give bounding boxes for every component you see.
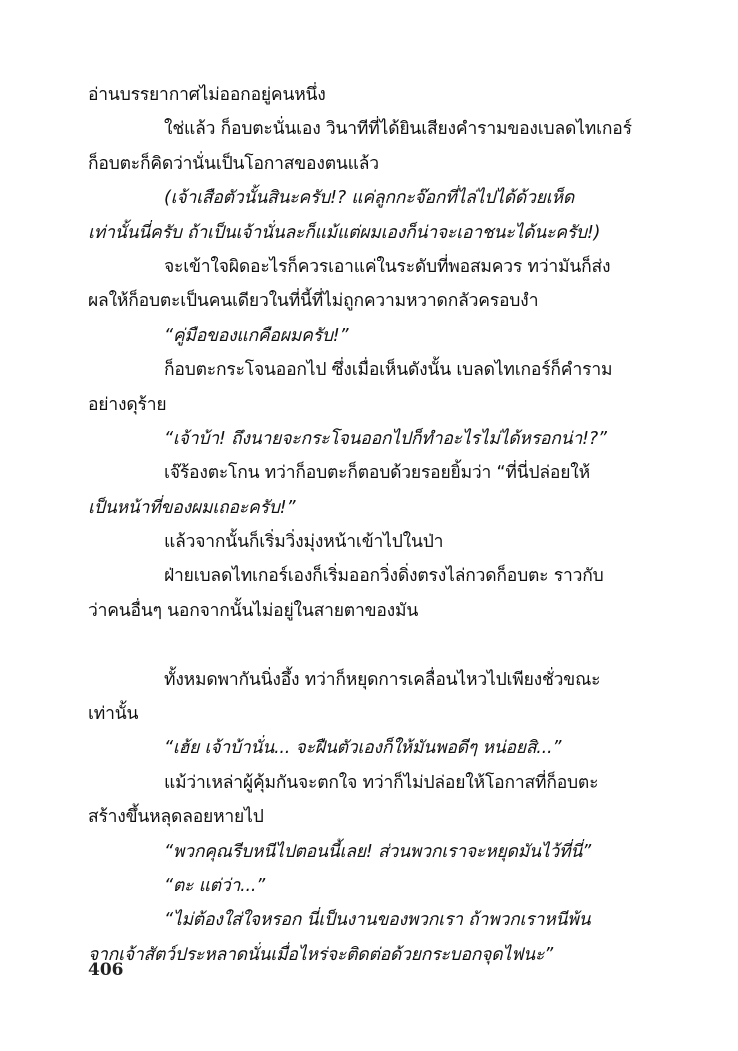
paragraph-line: ทั้งหมดพากันนิ่งอึ้ง ทว่าก็หยุดการเคลื่อนไหวไปเพียงชั่วขณะ: [164, 669, 601, 690]
paragraph-line: ฝ่ายเบลดไทเกอร์เองก็เริ่มออกวิ่งดิ่งตรงไล่กวดก็อบตะ ราวกับ: [164, 566, 604, 587]
paragraph-line: แม้ว่าเหล่าผู้คุ้มกันจะตกใจ ทว่าก็ไม่ปล่อยให้โอกาสที่ก็อบตะ: [164, 772, 599, 793]
dialogue-line: “พวกคุณรีบหนีไปตอนนี้เลย! ส่วนพวกเราจะหยุดมันไว้ที่นี่”: [164, 841, 591, 862]
paragraph-line: ก็อบตะก็คิดว่านั่นเป็นโอกาสของตนแล้ว: [88, 153, 379, 174]
paragraph-line: ใช่แล้ว ก็อบตะนั่นเอง วินาทีที่ได้ยินเสียงคำรามของเบลดไทเกอร์: [164, 119, 632, 140]
scene-break: [88, 628, 654, 662]
dialogue-line: “คู่มือของแกคือผมครับ!”: [164, 325, 349, 346]
dialogue-line: “ตะ แต่ว่า...”: [164, 875, 266, 896]
dialogue-line: เป็นหน้าที่ของผมเถอะครับ!”: [88, 497, 296, 518]
paragraph-line: ก็อบตะกระโจนออกไป ซึ่งเมื่อเห็นดังนั้น เบลดไทเกอร์ก็คำราม: [164, 360, 613, 381]
dialogue-line: “ไม่ต้องใส่ใจหรอก นี่เป็นงานของพวกเรา ถ้าพวกเราหนีพ้น: [164, 910, 591, 931]
paragraph-line: อ่านบรรยากาศไม่ออกอยู่คนหนึ่ง: [88, 85, 326, 105]
paragraph-line: สร้างขึ้นหลุดลอยหายไป: [88, 807, 264, 828]
paragraph-line: ว่าคนอื่นๆ นอกจากนั้นไม่อยู่ในสายตาของมัน: [88, 600, 419, 621]
dialogue-line: จากเจ้าสัตว์ประหลาดนั่นเมื่อไหร่จะติดต่อด้วยกระบอกจุดไฟนะ”: [88, 944, 554, 965]
thought-line: เท่านั้นนี่ครับ ถ้าเป็นเจ้านั่นละก็แม้แต่ผมเองก็น่าจะเอาชนะได้นะครับ!): [88, 222, 601, 243]
paragraph-line: ผลให้ก็อบตะเป็นคนเดียวในที่นี้ที่ไม่ถูกความหวาดกลัวครอบงำ: [88, 291, 539, 312]
body-text: [88, 78, 654, 972]
paragraph-line: เจ๊ร้องตะโกน ทว่าก็อบตะก็ตอบด้วยรอยยิ้มว่า “ที่นี่ปล่อยให้: [164, 463, 590, 484]
thought-line: (เจ้าเสือตัวนั้นสินะครับ!? แค่ลูกกะจ๊อกที่ไล่ไปได้ด้วยเห็ด: [164, 188, 575, 209]
dialogue-line: “เฮ้ย เจ้าบ้านั่น... จะฝืนตัวเองก็ให้มันพอดีๆ หน่อยสิ...”: [164, 738, 562, 759]
paragraph-line: จะเข้าใจผิดอะไรก็ควรเอาแค่ในระดับที่พอสมควร ทว่ามันก็ส่ง: [164, 256, 611, 277]
page-number: 406: [88, 960, 124, 980]
dialogue-line: “เจ้าบ้า! ถึงนายจะกระโจนออกไปก็ทำอะไรไม่ได้หรอกน่า!?”: [164, 428, 607, 449]
paragraph-line: อย่างดุร้าย: [88, 394, 167, 415]
paragraph-line: แล้วจากนั้นก็เริ่มวิ่งมุ่งหน้าเข้าไปในป่า: [164, 532, 444, 553]
paragraph-line: เท่านั้น: [88, 704, 139, 725]
